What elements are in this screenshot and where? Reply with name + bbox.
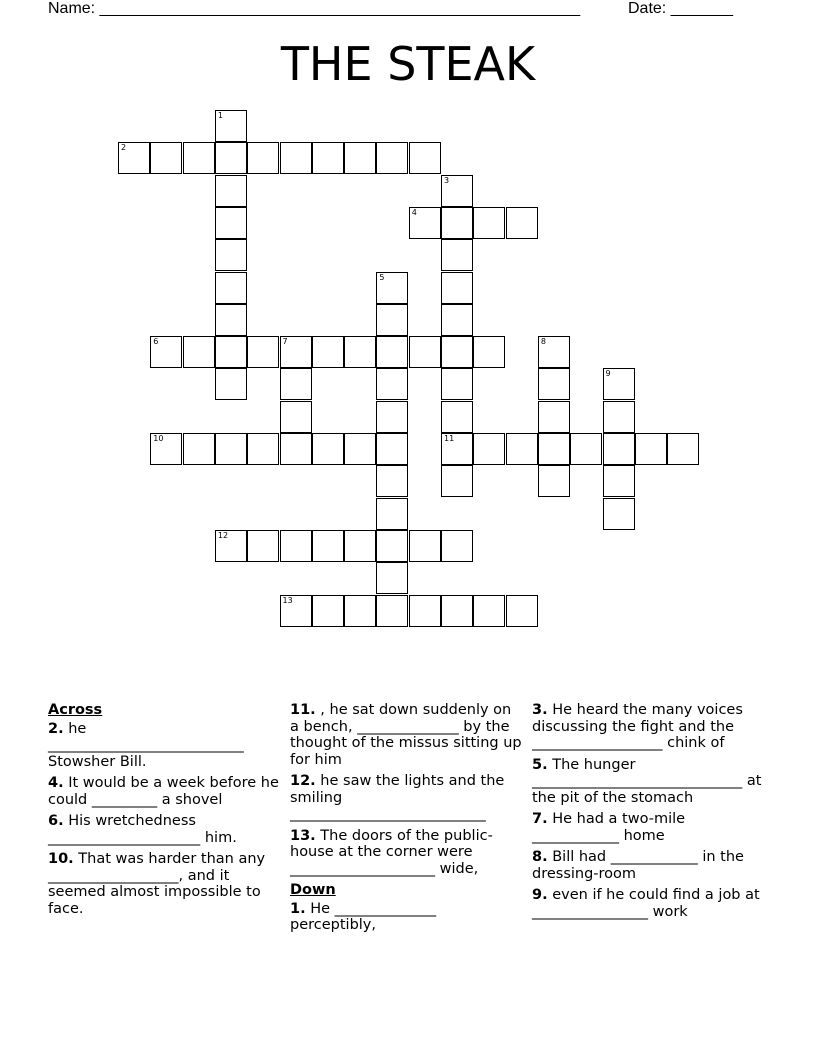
cell-number: 13: [282, 595, 293, 605]
grid-cell[interactable]: [215, 239, 247, 271]
grid-cell[interactable]: [506, 433, 538, 465]
grid-cell[interactable]: [344, 142, 376, 174]
grid-cell[interactable]: [506, 207, 538, 239]
cell-number: 9: [605, 369, 611, 379]
clue-down-7: [532, 811, 772, 844]
clue-text: That was harder than any __________________, and it seemed almost impossible to face.: [48, 851, 266, 917]
grid-cell[interactable]: [215, 142, 247, 174]
grid-cell[interactable]: [570, 433, 602, 465]
grid-cell[interactable]: [376, 401, 408, 433]
clue-number: 5.: [532, 756, 548, 773]
grid-cell[interactable]: [376, 304, 408, 336]
grid-cell[interactable]: [473, 207, 505, 239]
grid-cell[interactable]: [150, 433, 182, 465]
grid-cell[interactable]: [344, 433, 376, 465]
grid-cell[interactable]: [215, 304, 247, 336]
grid-cell[interactable]: [409, 207, 441, 239]
grid-cell[interactable]: [215, 336, 247, 368]
grid-cell[interactable]: [441, 336, 473, 368]
grid-cell[interactable]: [376, 530, 408, 562]
grid-cell[interactable]: [473, 336, 505, 368]
grid-cell[interactable]: [280, 142, 312, 174]
grid-cell[interactable]: [312, 530, 344, 562]
clue-number: 9.: [532, 887, 548, 903]
clue-number: 7.: [532, 811, 548, 827]
grid-cell[interactable]: [215, 175, 247, 207]
grid-cell[interactable]: [376, 433, 408, 465]
clue-number: 11.: [290, 702, 316, 718]
date-field[interactable]: Date: _______: [628, 0, 733, 17]
grid-cell[interactable]: [538, 433, 570, 465]
grid-cell[interactable]: [409, 336, 441, 368]
grid-cell[interactable]: [603, 433, 635, 465]
clue-number: 8.: [532, 849, 548, 865]
cell-number: 2: [121, 143, 127, 153]
grid-cell[interactable]: [409, 530, 441, 562]
header-line: [48, 0, 748, 20]
grid-cell[interactable]: [312, 142, 344, 174]
grid-cell[interactable]: [247, 336, 279, 368]
clue-down-8: [532, 849, 772, 882]
clue-down-9: [532, 887, 772, 920]
grid-cell[interactable]: [215, 368, 247, 400]
grid-cell[interactable]: [247, 433, 279, 465]
clue-number: 3.: [532, 702, 548, 718]
grid-cell[interactable]: [441, 175, 473, 207]
clue-text: He heard the many voices discussing the fight and the __________________ chink of: [532, 702, 743, 751]
grid-cell[interactable]: [376, 272, 408, 304]
grid-cell[interactable]: [538, 368, 570, 400]
grid-cell[interactable]: [473, 433, 505, 465]
grid-cell[interactable]: [441, 465, 473, 497]
grid-cell[interactable]: [215, 110, 247, 142]
clue-text: , he sat down suddenly on a bench, ______________ by the thought of the missus sitting up for him: [290, 702, 522, 768]
clue-across-4: [48, 775, 280, 808]
grid-cell[interactable]: [344, 595, 376, 627]
clue-number: 6.: [48, 813, 64, 829]
cell-number: 4: [411, 207, 417, 217]
grid-cell[interactable]: [215, 272, 247, 304]
grid-cell[interactable]: [409, 142, 441, 174]
clue-across-10: [48, 851, 280, 917]
grid-cell[interactable]: [215, 207, 247, 239]
cell-number: 1: [217, 111, 223, 120]
grid-cell[interactable]: [506, 595, 538, 627]
cell-number: 8: [540, 337, 546, 347]
grid-cell[interactable]: [441, 530, 473, 562]
grid-cell[interactable]: [603, 401, 635, 433]
down-heading: Down: [290, 882, 336, 898]
clues-column-2: [290, 702, 522, 939]
clue-across-11: [290, 702, 522, 768]
grid-cell[interactable]: [441, 433, 473, 465]
grid-cell[interactable]: [441, 272, 473, 304]
grid-cell[interactable]: [538, 465, 570, 497]
clue-number: 2.: [48, 720, 64, 737]
grid-cell[interactable]: [280, 530, 312, 562]
cell-number: 5: [379, 272, 385, 282]
grid-cell[interactable]: [312, 336, 344, 368]
clue-text: Bill had ____________ in the dressing-room: [532, 849, 744, 882]
clue-text: he ___________________________ Stowsher Bill.: [48, 720, 244, 770]
grid-cell[interactable]: [441, 304, 473, 336]
grid-cell[interactable]: [603, 368, 635, 400]
clue-across-6: [48, 813, 280, 846]
grid-cell[interactable]: [667, 433, 699, 465]
grid-cell[interactable]: [635, 433, 667, 465]
grid-cell[interactable]: [441, 595, 473, 627]
clue-text: he saw the lights and the smiling ___________________________: [290, 773, 505, 822]
cell-number: 3: [444, 175, 450, 185]
grid-cell[interactable]: [376, 368, 408, 400]
puzzle-title: THE STEAK: [280, 37, 536, 91]
grid-cell[interactable]: [603, 498, 635, 530]
grid-cell[interactable]: [280, 336, 312, 368]
grid-cell[interactable]: [441, 401, 473, 433]
grid-cell[interactable]: [376, 142, 408, 174]
grid-cell[interactable]: [376, 595, 408, 627]
grid-cell[interactable]: [441, 368, 473, 400]
clue-number: 13.: [290, 827, 316, 844]
clue-number: 10.: [48, 851, 74, 867]
cell-number: 10: [153, 434, 164, 443]
clue-down-3: [532, 702, 772, 752]
grid-cell[interactable]: [376, 562, 408, 594]
grid-cell[interactable]: [215, 433, 247, 465]
cell-number: 11: [444, 434, 455, 443]
grid-cell[interactable]: [280, 433, 312, 465]
grid-cell[interactable]: [183, 336, 215, 368]
grid-cell[interactable]: [441, 207, 473, 239]
clue-down-5: [532, 757, 772, 807]
clue-text: The doors of the public-house at the corner were ____________________ wide,: [290, 827, 493, 877]
grid-cell[interactable]: [247, 530, 279, 562]
grid-cell[interactable]: [376, 336, 408, 368]
grid-cell[interactable]: [183, 433, 215, 465]
clue-text: His wretchedness _____________________ him.: [48, 813, 237, 846]
grid-cell[interactable]: [409, 595, 441, 627]
grid-cell[interactable]: [280, 368, 312, 400]
clue-text: The hunger _____________________________ at the pit of the stomach: [532, 756, 762, 806]
clue-text: It would be a week before he could _________ a shovel: [48, 775, 279, 808]
grid-cell[interactable]: [376, 465, 408, 497]
grid-cell[interactable]: [183, 142, 215, 174]
cell-number: 7: [282, 337, 288, 347]
clue-number: 4.: [48, 775, 64, 791]
grid-cell[interactable]: [150, 142, 182, 174]
grid-cell[interactable]: [312, 433, 344, 465]
clue-down-1: [290, 901, 522, 934]
grid-cell[interactable]: [280, 595, 312, 627]
across-heading: Across: [48, 702, 103, 718]
clue-across-2: [48, 721, 280, 771]
grid-cell[interactable]: [376, 498, 408, 530]
clue-number: 12.: [290, 773, 316, 789]
clue-text: even if he could find a job at ________________ work: [532, 887, 760, 920]
grid-cell[interactable]: [441, 239, 473, 271]
grid-cell[interactable]: [118, 142, 150, 174]
grid-cell[interactable]: [150, 336, 182, 368]
grid-cell[interactable]: [473, 595, 505, 627]
grid-cell[interactable]: [215, 530, 247, 562]
clue-across-12: [290, 773, 522, 823]
cell-number: 12: [217, 530, 229, 540]
grid-cell[interactable]: [344, 530, 376, 562]
clue-text: He had a two-mile ____________ home: [532, 811, 686, 844]
grid-cell[interactable]: [538, 401, 570, 433]
grid-cell[interactable]: [312, 595, 344, 627]
grid-cell[interactable]: [603, 465, 635, 497]
grid-cell[interactable]: [538, 336, 570, 368]
grid-cell[interactable]: [247, 142, 279, 174]
grid-cell[interactable]: [280, 401, 312, 433]
clue-text: He ______________ perceptibly,: [290, 900, 437, 933]
clues-column-1: [48, 702, 280, 922]
clue-across-13: [290, 828, 522, 878]
clues-column-3: [532, 702, 772, 925]
cell-number: 6: [153, 337, 159, 347]
clue-number: 1.: [290, 900, 306, 917]
name-field[interactable]: Name: ______________________________________________________: [48, 0, 581, 17]
grid-cell[interactable]: [344, 336, 376, 368]
